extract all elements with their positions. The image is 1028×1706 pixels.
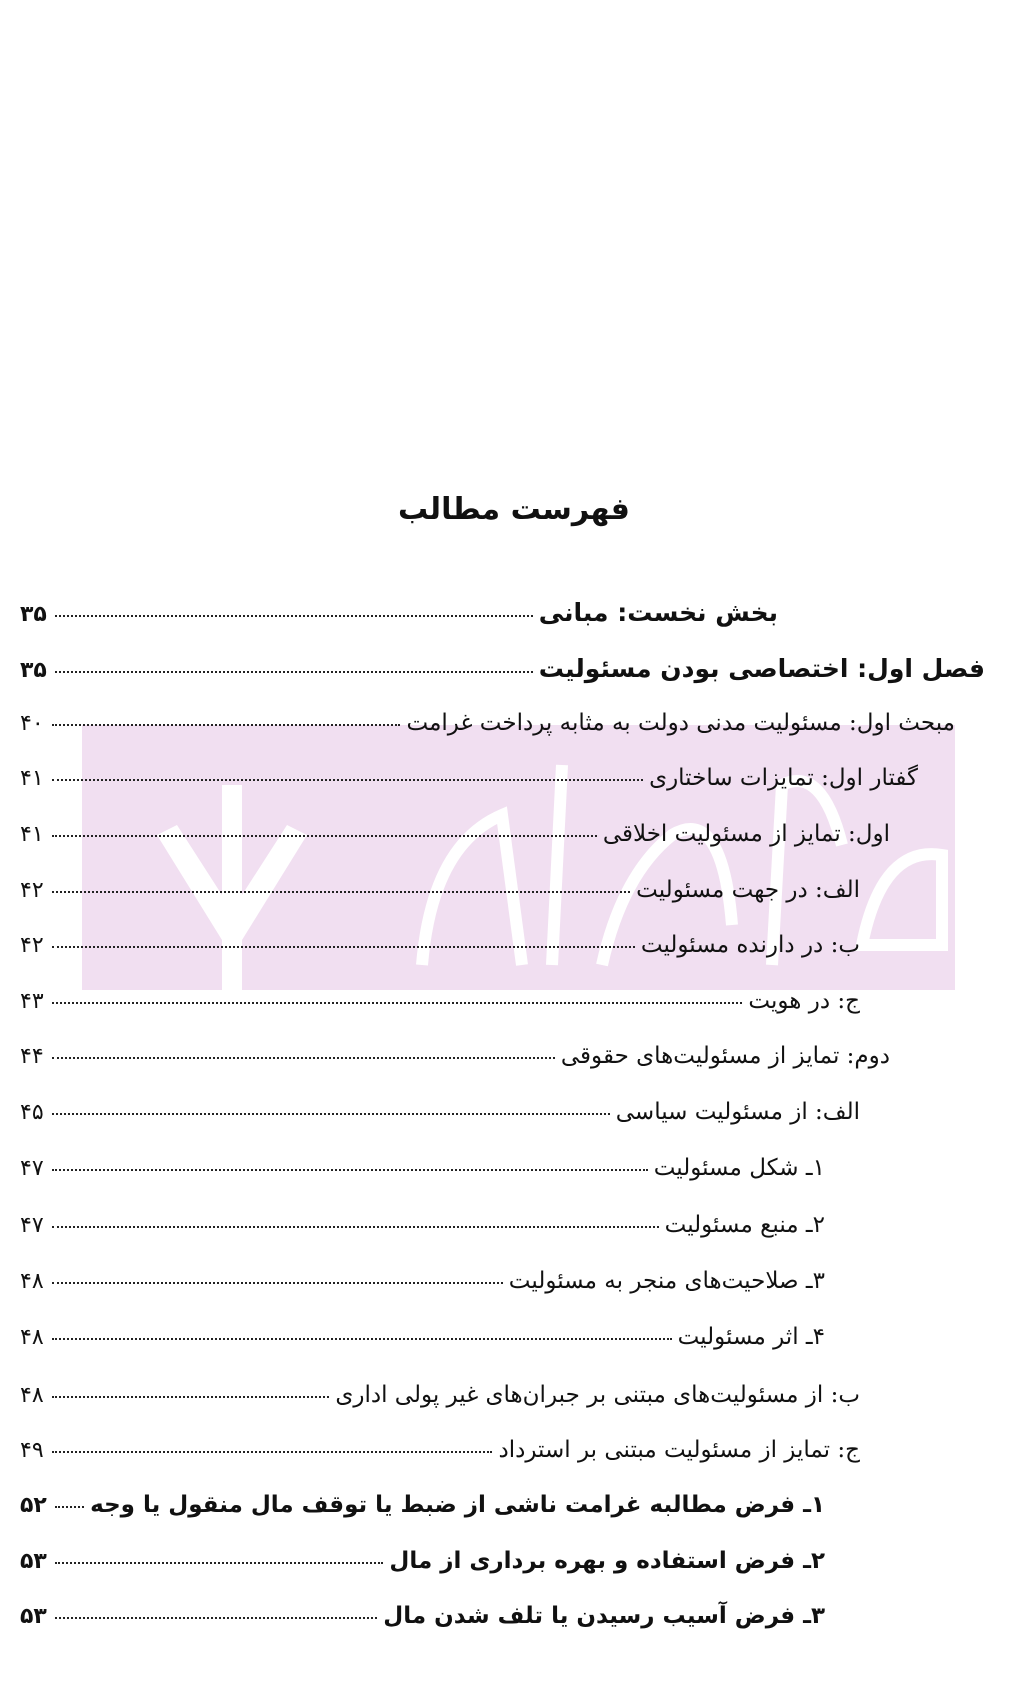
toc-entry[interactable] — [20, 821, 890, 861]
toc-entry-title: ۱ـ فرض مطالبه غرامت ناشی از ضبط یا توقف مال منقول یا وجه — [90, 1492, 825, 1518]
toc-entry[interactable] — [20, 1603, 825, 1643]
toc-page-number: ۴۸ — [20, 1325, 44, 1350]
toc-entry[interactable] — [20, 1043, 890, 1083]
toc-entry-title: مبحث اول: مسئولیت مدنی دولت به مثابه پرداخت غرامت — [406, 710, 955, 736]
toc-page-number: ۵۲ — [20, 1493, 47, 1518]
toc-page-number: ۴۱ — [20, 766, 44, 791]
dot-leader — [52, 1002, 743, 1004]
dot-leader — [55, 1562, 384, 1564]
toc-page-number: ۳۵ — [20, 602, 47, 627]
toc-page-number: ۵۳ — [20, 1549, 47, 1574]
toc-entry-title: ب: در دارنده مسئولیت — [640, 932, 860, 958]
toc-page-number: ۴۹ — [20, 1438, 44, 1463]
toc-page-number: ۵۳ — [20, 1604, 47, 1629]
toc-entry-title: ۲ـ فرض استفاده و بهره برداری از مال — [389, 1548, 825, 1574]
toc-entry[interactable] — [20, 988, 860, 1028]
toc-page-number: ۴۳ — [20, 989, 44, 1014]
toc-entry-title: ۳ـ فرض آسیب رسیدن یا تلف شدن مال — [383, 1603, 825, 1629]
toc-entry[interactable] — [20, 1382, 860, 1422]
toc-entry-title: دوم: تمایز از مسئولیت‌های حقوقی — [560, 1043, 890, 1069]
dot-leader — [52, 891, 631, 893]
dot-leader — [55, 615, 533, 617]
toc-entry-title: الف: در جهت مسئولیت — [636, 877, 860, 903]
dot-leader — [52, 1396, 330, 1398]
toc-page-number: ۴۲ — [20, 933, 44, 958]
toc-page-number: ۴۵ — [20, 1100, 44, 1125]
toc-page-number: ۴۷ — [20, 1213, 44, 1238]
toc-entry[interactable] — [20, 1548, 825, 1588]
dot-leader — [52, 724, 401, 726]
toc-entry[interactable] — [20, 1492, 825, 1532]
toc-page-number: ۴۸ — [20, 1269, 44, 1294]
toc-entry-title: ۱ـ شکل مسئولیت — [653, 1155, 825, 1181]
toc-entry[interactable] — [20, 932, 860, 972]
toc-page-number: ۳۵ — [20, 658, 47, 683]
dot-leader — [52, 1451, 493, 1453]
toc-entry-title: ۴ـ اثر مسئولیت — [677, 1324, 825, 1350]
dot-leader — [55, 1617, 377, 1619]
dot-leader — [55, 1506, 84, 1508]
toc-entry-title: ۳ـ صلاحیت‌های منجر به مسئولیت — [508, 1268, 825, 1294]
toc-page-number: ۴۲ — [20, 878, 44, 903]
toc-entry[interactable] — [20, 765, 918, 805]
toc-entry[interactable] — [20, 877, 860, 917]
toc-page-number: ۴۷ — [20, 1156, 44, 1181]
toc-entry-title: ۲ـ منبع مسئولیت — [664, 1212, 825, 1238]
dot-leader — [52, 946, 635, 948]
toc-entry[interactable] — [20, 1437, 860, 1477]
toc-page-number: ۴۰ — [20, 711, 44, 736]
dot-leader — [55, 671, 533, 673]
toc-entry-title: ب: از مسئولیت‌های مبتنی بر جبران‌های غیر پولی اداری — [335, 1382, 860, 1408]
toc-entry-title: ج: در هویت — [748, 988, 860, 1014]
dot-leader — [52, 1338, 672, 1340]
dot-leader — [52, 1169, 648, 1171]
toc-entry-title: بخش نخست: مبانی — [538, 598, 778, 627]
dot-leader — [52, 1113, 610, 1115]
dot-leader — [52, 779, 643, 781]
toc-entry[interactable] — [20, 1324, 825, 1364]
toc-entry-title: اول: تمایز از مسئولیت اخلاقی — [602, 821, 890, 847]
toc-page-number: ۴۴ — [20, 1044, 44, 1069]
toc-page-number: ۴۸ — [20, 1383, 44, 1408]
dot-leader — [52, 1282, 503, 1284]
toc-entry-title: فصل اول: اختصاصی بودن مسئولیت — [538, 654, 985, 683]
dot-leader — [52, 1226, 659, 1228]
toc-entry[interactable] — [20, 1212, 825, 1252]
toc-entry[interactable] — [20, 598, 778, 638]
page-title: فهرست مطالب — [398, 492, 630, 527]
dot-leader — [52, 835, 597, 837]
toc-entry-title: الف: از مسئولیت سیاسی — [615, 1099, 860, 1125]
toc-entry[interactable] — [20, 710, 955, 750]
toc-page-number: ۴۱ — [20, 822, 44, 847]
dot-leader — [52, 1057, 555, 1059]
toc-entry[interactable] — [20, 1099, 860, 1139]
toc-entry-title: ج: تمایز از مسئولیت مبتنی بر استرداد — [498, 1437, 860, 1463]
toc-entry[interactable] — [20, 1155, 825, 1195]
toc-entry[interactable] — [20, 1268, 825, 1308]
toc-entry-title: گفتار اول: تمایزات ساختاری — [649, 765, 918, 791]
toc-entry[interactable] — [20, 654, 985, 694]
